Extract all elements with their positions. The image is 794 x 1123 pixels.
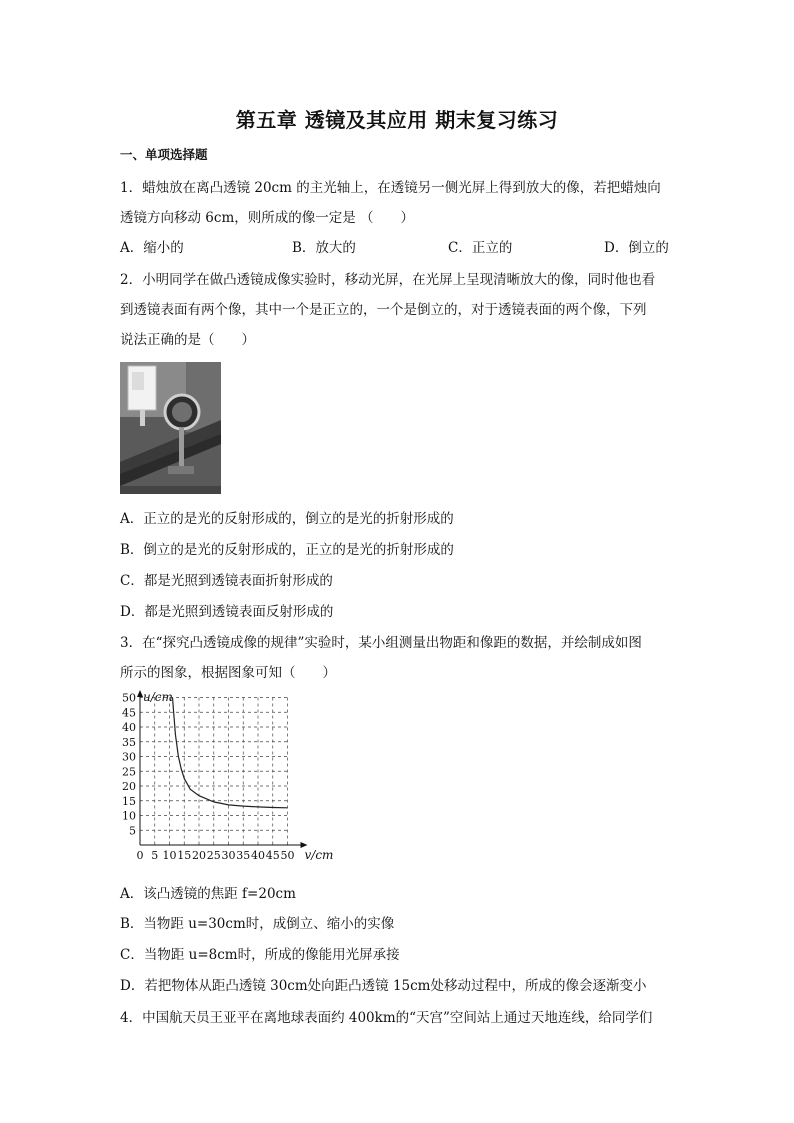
- y-tick-label: 50: [122, 691, 136, 705]
- y-tick-label: 45: [122, 706, 136, 720]
- question-1-option-d: D．倒立的: [604, 240, 669, 256]
- question-2-line-2: 到透镜表面有两个像，其中一个是正立的，一个是倒立的，对于透镜表面的两个像，下列: [120, 302, 647, 318]
- y-tick-label: 30: [122, 750, 136, 764]
- y-tick-label: 25: [122, 765, 136, 779]
- x-tick-label: 0: [136, 849, 144, 862]
- x-axis-label: v/cm: [304, 848, 334, 862]
- x-tick-label: 20: [192, 849, 206, 862]
- page-title: 第五章 透镜及其应用 期末复习练习: [235, 108, 559, 132]
- x-tick-label: 15: [177, 849, 192, 862]
- question-3-option-b: B．当物距 u=30cm时，成倒立、缩小的实像: [120, 916, 395, 932]
- question-1-option-c: C．正立的: [448, 240, 513, 256]
- y-tick-label: 10: [122, 809, 136, 823]
- x-tick-label: 35: [236, 849, 251, 862]
- section-heading: 一、单项选择题: [120, 147, 208, 162]
- question-2-option-c: C．都是光照到透镜表面折射形成的: [120, 573, 333, 589]
- question-3-option-c: C．当物距 u=8cm时，所成的像能用光屏承接: [120, 947, 400, 963]
- question-3-option-d: D．若把物体从距凸透镜 30cm处向距凸透镜 15cm处移动过程中，所成的像会逐渐变小: [120, 978, 647, 994]
- y-tick-label: 15: [122, 794, 136, 808]
- question-2-option-d: D．都是光照到透镜表面反射形成的: [120, 604, 334, 620]
- question-2-option-b: B．倒立的是光的反射形成的，正立的是光的折射形成的: [120, 542, 454, 558]
- question-4-line-1: 4．中国航天员王亚平在离地球表面约 400km的“天宫”空间站上通过天地连线，给同学们: [120, 1010, 653, 1026]
- y-axis-label: u/cm: [143, 690, 173, 704]
- question-2-line-3: 说法正确的是（ ）: [120, 332, 255, 348]
- lens-experiment-photo: [120, 362, 221, 494]
- y-tick-label: 5: [129, 824, 136, 838]
- y-tick-label: 40: [122, 721, 136, 734]
- y-tick-label: 20: [122, 780, 136, 793]
- y-tick-label: 35: [122, 735, 136, 749]
- question-2-line-1: 2．小明同学在做凸透镜成像实验时，移动光屏，在光屏上呈现清晰放大的像，同时他也看: [120, 272, 656, 288]
- question-1-line-1: 1．蜡烛放在离凸透镜 20cm 的主光轴上，在透镜另一侧光屏上得到放大的像，若把蜡烛向: [120, 180, 661, 196]
- question-1-line-2: 透镜方向移动 6cm，则所成的像一定是 （ ）: [120, 210, 415, 226]
- u-v-graph: [118, 688, 334, 878]
- series-line: [173, 698, 288, 808]
- x-tick-label: 30: [221, 849, 236, 862]
- question-1-option-b: B．放大的: [292, 240, 356, 256]
- x-tick-label: 25: [206, 849, 221, 862]
- x-tick-label: 10: [162, 849, 177, 862]
- question-1-option-a: A．缩小的: [120, 240, 184, 256]
- x-tick-label: 45: [265, 849, 280, 862]
- question-3-line-1: 3．在“探究凸透镜成像的规律”实验时，某小组测量出物距和像距的数据，并绘制成如图: [120, 635, 642, 651]
- x-tick-label: 5: [151, 849, 159, 862]
- x-tick-label: 40: [251, 849, 265, 862]
- x-tick-label: 50: [280, 849, 295, 862]
- question-2-option-a: A．正立的是光的反射形成的，倒立的是光的折射形成的: [120, 511, 454, 527]
- question-3-option-a: A．该凸透镜的焦距 f=20cm: [120, 886, 296, 902]
- question-3-line-2: 所示的图象，根据图象可知（ ）: [120, 665, 336, 681]
